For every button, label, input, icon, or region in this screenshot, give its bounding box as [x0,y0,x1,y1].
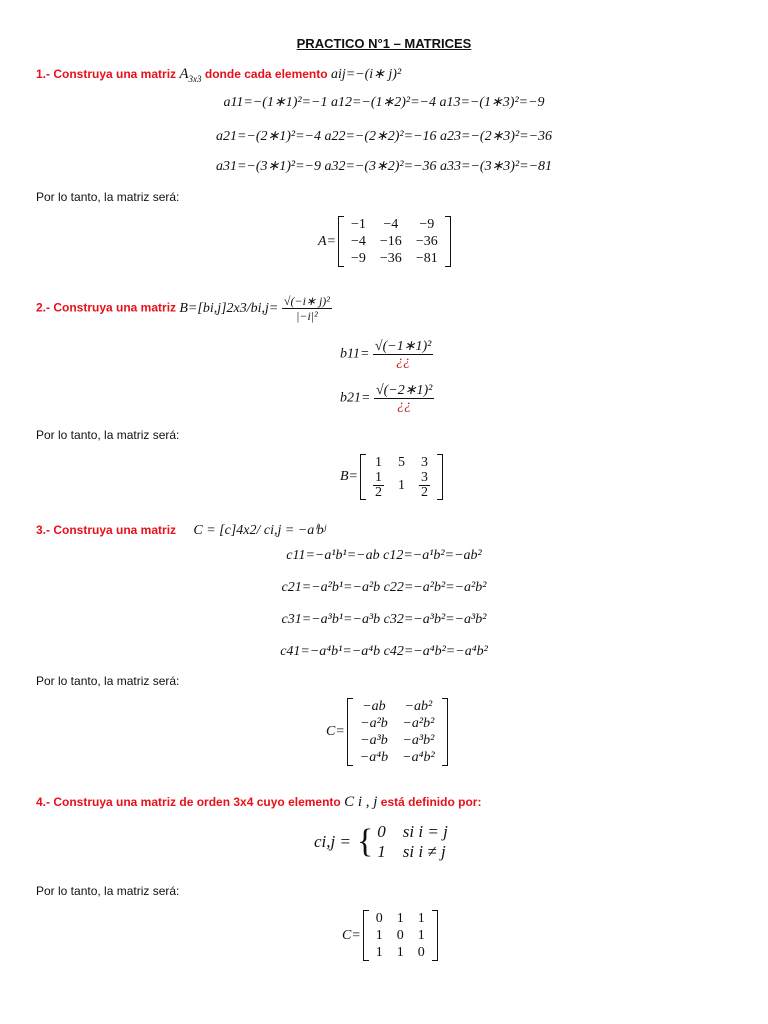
q3-equation-row-2: c21=−a²b¹=−a²b c22=−a²b²=−a²b² [281,580,487,595]
q3-equation-row-3: c31=−a³b¹=−a³b c32=−a³b²=−a³b² [281,612,487,627]
matrix-c [326,698,448,766]
matrix-c2-label: C= [342,927,361,943]
question-1-matrix-symbol: $A_{3x3}$ [179,66,202,84]
question-2-definition: B=[bi,j]2x3/bi,j= $\frac{\text{√(−i∗ j)²}}{\text{|−i|²}}$ [179,294,330,323]
matrix-a-table: −1 −4 −9 −4 −16 −36 −9 −36 −81 [351,217,438,266]
q1-equation-row-2: a21=−(2∗1)²=−4 a22=−(2∗2)²=−16 a23=−(2∗3)²=−36 [215,129,553,144]
matrix-a-label: A= [318,233,336,249]
question-4-label: 4.- Construya una matriz de orden 3x4 cuyo elemento [36,795,341,809]
question-4-label-2: está definido por: [380,795,482,809]
q1-equation-row-1: a11=−(1∗1)²=−1 a12=−(1∗2)²=−4 a13=−(1∗3)²=−9 [223,95,545,110]
matrix-c-label: C= [326,724,345,739]
q1-note: Por lo tanto, la matriz será: [36,190,180,204]
matrix-a [318,216,451,267]
q2-b21: b21= $\frac{\text{√(−2∗1)²}}{¿¿}$ [340,383,433,413]
matrix-c2 [342,910,438,961]
matrix-b-table: 1 5 3 $\frac{1}{2}$ 1 $\frac{3}{2}$ [375,455,428,500]
q3-note: Por lo tanto, la matriz será: [36,674,180,688]
question-1-heading [36,66,401,84]
matrix-c-table: −ab −ab² −a²b −a²b² −a³b −a³b² −a⁴b −a⁴b² [359,699,435,765]
question-1-definition: aij=−(i∗ j)² [330,67,402,82]
question-1-label: 1.- Construya una matriz [36,67,177,81]
q4-piecewise-definition: ci,j = { 0 si i = j 1 si i ≠ j [314,822,448,861]
question-4-heading [36,794,481,811]
question-3-label: 3.- Construya una matriz [36,523,177,537]
question-3-definition: C = [c]4x2/ ci,j = −aⁱbʲ [193,523,327,538]
page-title: PRACTICO N°1 – MATRICES [296,36,472,51]
q2-note: Por lo tanto, la matriz será: [36,428,180,442]
question-4-variable: C i , j [344,794,378,810]
matrix-b [340,454,443,500]
q1-equation-row-3: a31=−(3∗1)²=−9 a32=−(3∗2)²=−36 a33=−(3∗3)²=−81 [215,159,553,174]
matrix-b-label: B= [340,469,358,484]
q2-b11: b11= $\frac{\text{√(−1∗1)²}}{¿¿}$ [340,339,432,369]
question-2-label: 2.- Construya una matriz [36,300,177,315]
q4-note: Por lo tanto, la matriz será: [36,884,180,898]
q3-equation-row-4: c41=−a⁴b¹=−a⁴b c42=−a⁴b²=−a⁴b² [280,644,488,659]
question-1-label-2: donde cada elemento [204,67,328,81]
q3-equation-row-1: c11=−a¹b¹=−ab c12=−a¹b²=−ab² [286,548,482,563]
question-3-heading [36,522,326,539]
question-2-heading [36,294,332,323]
matrix-c2-table: 0 1 1 1 0 1 1 1 0 [375,911,425,960]
